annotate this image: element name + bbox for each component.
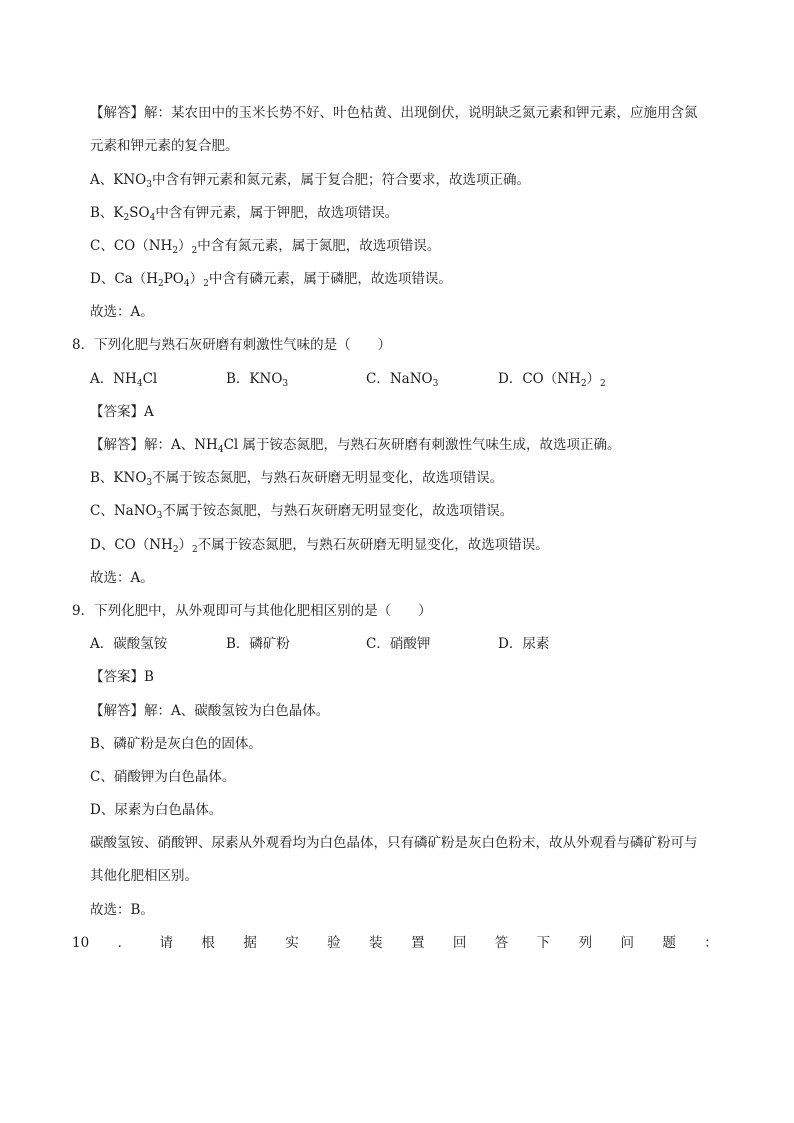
- q8-answer: 【答案】A: [90, 404, 154, 420]
- q7-solution-line-1: 【解答】解：某农田中的玉米长势不好、叶色枯黄、出现倒伏，说明缺乏氮元素和钾元素，应施用含氮: [90, 105, 698, 121]
- q8-solution-d: D、$CO(NH_2)_2$不属于铵态氮肥，与熟石灰研磨无明显变化，故选项错误。: [90, 537, 549, 555]
- q10-char: 题: [662, 935, 676, 951]
- q10-stem: [72, 933, 718, 953]
- q8-stem: 8．下列化肥与熟石灰研磨有刺激性气味的是（ ）: [72, 337, 392, 353]
- q9-summary-line-2: 其他化肥相区别。: [90, 868, 198, 884]
- q8-solution-b: B、$KNO_3$不属于铵态氮肥，与熟石灰研磨无明显变化，故选项错误。: [90, 470, 504, 488]
- q10-char: ．: [117, 935, 132, 951]
- q10-char: 答: [494, 935, 509, 951]
- q9-solution-c: C、硝酸钾为白色晶体。: [90, 769, 236, 785]
- q10-char: 置: [410, 935, 425, 951]
- q9-answer: 【答案】B: [90, 669, 154, 685]
- q8-option-a: A．$NH_4Cl$: [90, 371, 158, 389]
- q9-solution-a: 【解答】解：A、碳酸氢铵为白色晶体。: [90, 703, 330, 719]
- q9-solution-b: B、磷矿粉是灰白色的固体。: [90, 736, 262, 752]
- q10-char: 问: [620, 935, 634, 951]
- q8-option-d: D．$CO(NH_2)_2$: [498, 371, 606, 389]
- q10-char: 实: [285, 935, 299, 951]
- q9-choice: 故选：B。: [90, 902, 154, 918]
- q9-option-b: B．磷矿粉: [226, 636, 290, 652]
- q10-char: 装: [369, 935, 383, 951]
- q8-solution-a: 【解答】解：A、$NH_4Cl$ 属于铵态氮肥，与熟石灰研磨有刺激性气味生成，故选项正确。: [90, 437, 621, 455]
- q9-option-c: C．硝酸钾: [366, 636, 431, 652]
- q7-option-c-analysis: C、$CO(NH_2)_2$中含有氮元素，属于氮肥，故选项错误。: [90, 238, 441, 256]
- q7-option-a-analysis: A、$KNO_3$中含有钾元素和氮元素，属于复合肥；符合要求，故选项正确。: [90, 172, 530, 190]
- q8-option-b: B．$KNO_3$: [226, 371, 289, 389]
- q9-option-a: A．碳酸氢铵: [90, 636, 168, 652]
- q7-option-b-analysis: B、$K_2SO_4$中含有钾元素，属于钾肥，故选项错误。: [90, 205, 399, 223]
- q7-choice: 故选：A。: [90, 304, 154, 320]
- q10-char: 列: [578, 935, 593, 951]
- q10-char: 据: [243, 935, 257, 951]
- q10-char: 根: [201, 935, 215, 951]
- q8-option-c: C．NaNO$_3$: [366, 371, 439, 389]
- q8-choice: 故选：A。: [90, 570, 154, 586]
- q9-solution-d: D、尿素为白色晶体。: [90, 802, 223, 818]
- q10-char: ：: [704, 935, 718, 951]
- q7-solution-line-2: 元素和钾元素的复合肥。: [90, 138, 239, 154]
- q10-char: 请: [159, 935, 173, 951]
- q9-summary-line-1: 碳酸氢铵、硝酸钾、尿素从外观看均为白色晶体，只有磷矿粉是灰白色粉末，故从外观看与磷矿粉可与: [90, 835, 698, 851]
- q10-char: 验: [327, 935, 341, 951]
- q9-option-d: D．尿素: [498, 636, 550, 652]
- q7-option-d-analysis: D、$Ca(H_2PO_4)_2$中含有磷元素，属于磷肥，故选项错误。: [90, 271, 452, 289]
- q9-stem: 9．下列化肥中，从外观即可与其他化肥相区别的是（ ）: [72, 603, 432, 619]
- q10-char: 10: [72, 935, 90, 951]
- q10-char: 回: [452, 935, 467, 951]
- q8-solution-c: C、NaNO$_3$不属于铵态氮肥，与熟石灰研磨无明显变化，故选项错误。: [90, 503, 514, 521]
- q10-char: 下: [536, 935, 551, 951]
